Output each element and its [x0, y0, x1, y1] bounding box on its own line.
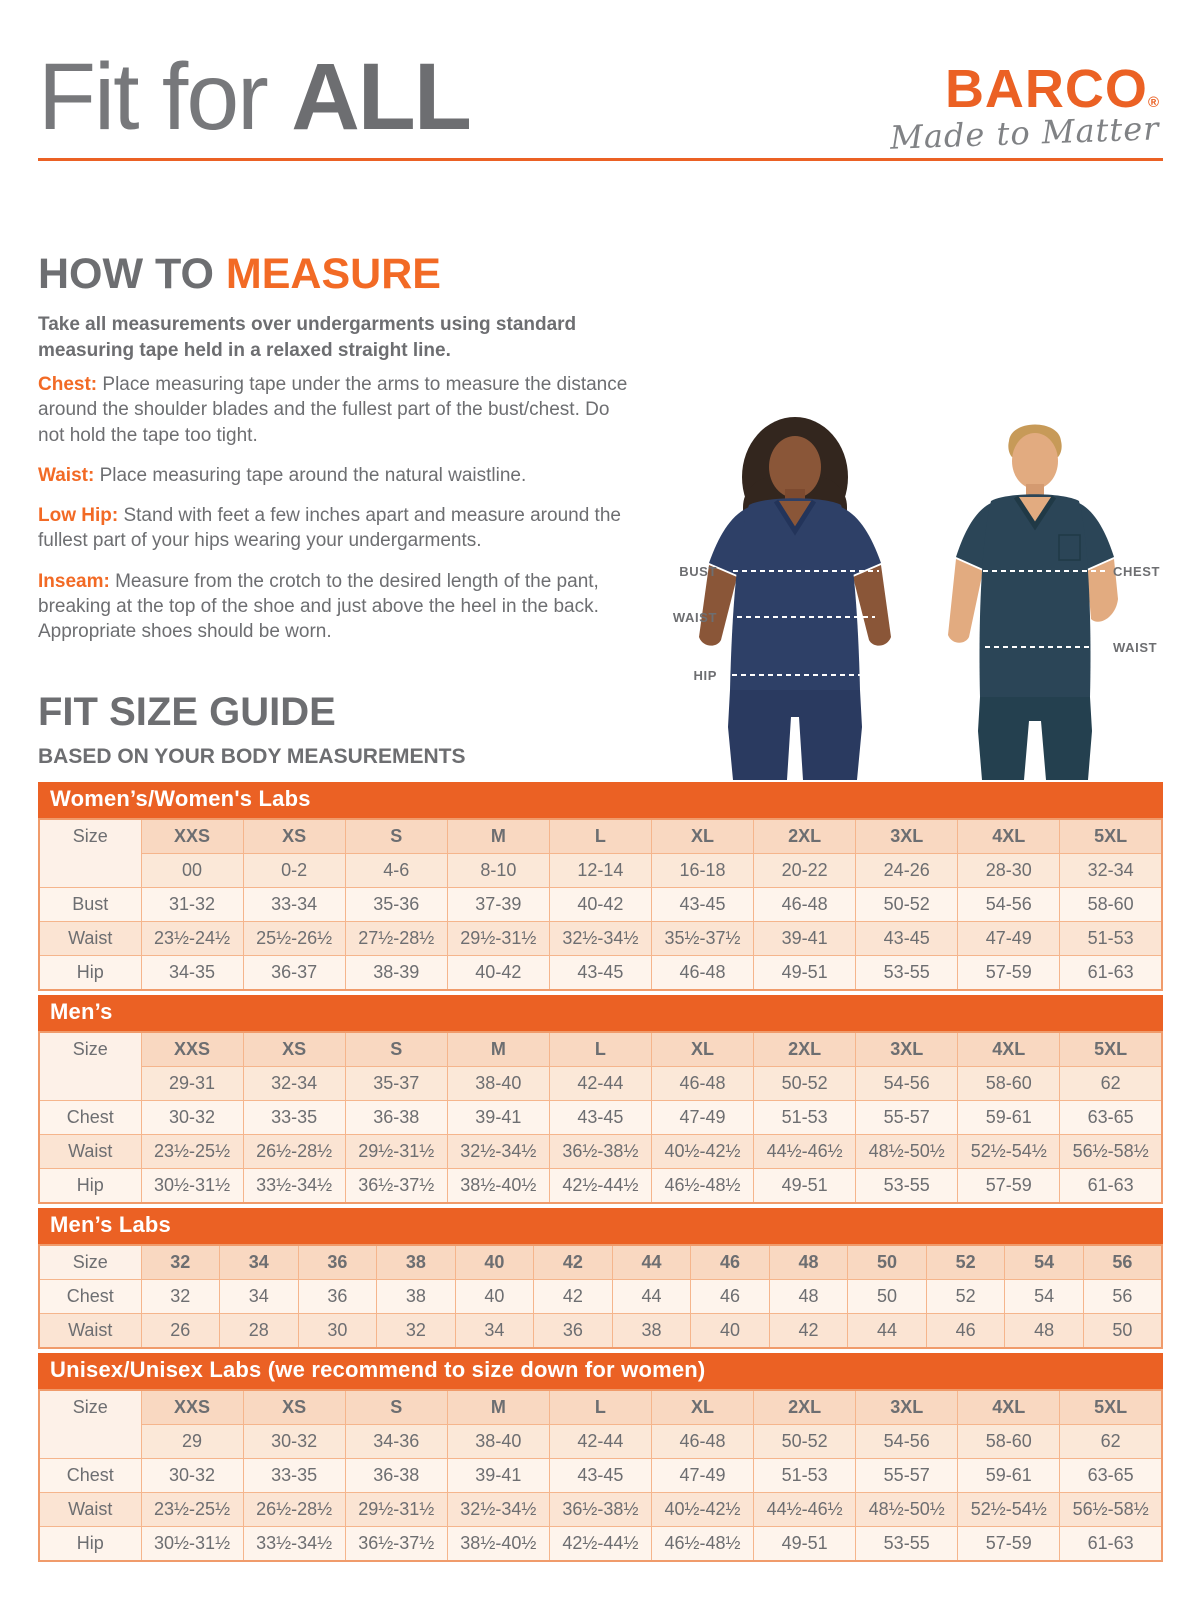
size-header-cell: XS [243, 1390, 345, 1425]
measure-value-cell: 52½-54½ [958, 1135, 1060, 1169]
measure-value-cell: 50 [848, 1280, 927, 1314]
size-subheader-cell: 00 [141, 854, 243, 888]
size-subheader-cell: 24-26 [856, 854, 958, 888]
measure-value-cell: 36½-37½ [345, 1169, 447, 1204]
measure-value-cell: 46 [926, 1314, 1005, 1349]
size-header-cell: M [447, 1032, 549, 1067]
measure-value-cell: 40-42 [447, 956, 549, 991]
size-header-cell: 38 [377, 1245, 456, 1280]
measure-value-cell: 32½-34½ [447, 1135, 549, 1169]
models-illustration [645, 385, 1190, 780]
measure-item-waist-text: Place measuring tape around the natural waistline. [94, 464, 527, 486]
measure-value-cell: 48½-50½ [856, 1135, 958, 1169]
measure-row-chest [39, 1459, 1162, 1493]
measure-value-cell: 51-53 [754, 1459, 856, 1493]
measure-value-cell: 56½-58½ [1060, 1493, 1162, 1527]
table-block-mens-labs [38, 1208, 1163, 1349]
size-header-cell: 44 [612, 1245, 691, 1280]
size-header-cell: XS [243, 1032, 345, 1067]
size-subheader-cell: 46-48 [651, 1067, 753, 1101]
measure-value-cell: 42½-44½ [549, 1527, 651, 1562]
size-header-cell: M [447, 1390, 549, 1425]
table-banner-unisex: Unisex/Unisex Labs (we recommend to size down for women) [38, 1353, 1163, 1389]
size-column-label: Size [39, 1390, 141, 1459]
models-illustration-svg [645, 385, 1190, 780]
measure-item-chest [38, 372, 638, 448]
size-subheader-cell: 4-6 [345, 854, 447, 888]
bust-label: BUST [679, 564, 717, 579]
size-subheader-cell: 29 [141, 1425, 243, 1459]
measure-value-cell: 46½-48½ [651, 1527, 753, 1562]
measure-value-cell: 36 [534, 1314, 613, 1349]
measure-value-cell: 48½-50½ [856, 1493, 958, 1527]
measure-item-chest-label: Chest: [38, 374, 98, 395]
measure-value-cell: 56 [1083, 1280, 1162, 1314]
measure-value-cell: 36 [298, 1280, 377, 1314]
measure-row-waist [39, 1314, 1162, 1349]
how-to-measure-heading-orange: MEASURE [225, 250, 441, 298]
measure-value-cell: 61-63 [1060, 1527, 1162, 1562]
measure-value-cell: 26½-28½ [243, 1135, 345, 1169]
measure-value-cell: 51-53 [754, 1101, 856, 1135]
size-header-cell: 56 [1083, 1245, 1162, 1280]
measure-value-cell: 57-59 [958, 1169, 1060, 1204]
measure-value-cell: 42 [769, 1314, 848, 1349]
measure-item-inseam-text: Measure from the crotch to the desired length of the pant, breaking at the top of the shoe and just above the heel in the back. Appropriate shoes should be worn. [38, 570, 599, 643]
measure-value-cell: 43-45 [549, 1459, 651, 1493]
measure-item-waist-label: Waist: [38, 464, 95, 486]
table-banner-mens: Men’s [38, 995, 1163, 1031]
size-subheader-cell: 35-37 [345, 1067, 447, 1101]
measure-value-cell: 54 [1005, 1280, 1084, 1314]
measure-value-cell: 52½-54½ [958, 1493, 1060, 1527]
size-subheader-cell: 20-22 [754, 854, 856, 888]
row-label: Bust [39, 888, 141, 922]
size-subheader-cell: 62 [1060, 1067, 1162, 1101]
size-column-label: Size [39, 1245, 141, 1280]
measure-value-cell: 30-32 [141, 1459, 243, 1493]
size-header-cell: 40 [455, 1245, 534, 1280]
measure-value-cell: 49-51 [754, 1169, 856, 1204]
header-row [39, 1390, 1162, 1425]
measure-value-cell: 39-41 [754, 922, 856, 956]
page-title [38, 44, 470, 150]
size-subheader-cell: 50-52 [754, 1067, 856, 1101]
size-header-cell: 42 [534, 1245, 613, 1280]
size-header-cell: 46 [691, 1245, 770, 1280]
size-subheader-cell: 54-56 [856, 1067, 958, 1101]
man-waist-label: WAIST [1113, 640, 1158, 655]
measure-value-cell: 34-35 [141, 956, 243, 991]
measure-value-cell: 33-35 [243, 1459, 345, 1493]
size-subheader-cell: 29-31 [141, 1067, 243, 1101]
size-subheader-cell: 0-2 [243, 854, 345, 888]
measure-item-lowhip [38, 503, 638, 554]
measure-value-cell: 36-38 [345, 1101, 447, 1135]
size-subheader-cell: 58-60 [958, 1425, 1060, 1459]
measure-value-cell: 38½-40½ [447, 1169, 549, 1204]
measure-value-cell: 23½-25½ [141, 1493, 243, 1527]
measure-value-cell: 36-37 [243, 956, 345, 991]
row-label: Waist [39, 1493, 141, 1527]
measure-value-cell: 26 [141, 1314, 220, 1349]
measure-value-cell: 29½-31½ [447, 922, 549, 956]
size-header-cell: XXS [141, 1032, 243, 1067]
measure-value-cell: 23½-25½ [141, 1135, 243, 1169]
size-header-cell: S [345, 1032, 447, 1067]
size-header-cell: 48 [769, 1245, 848, 1280]
measure-value-cell: 34 [455, 1314, 534, 1349]
measure-value-cell: 32½-34½ [549, 922, 651, 956]
size-subheader-cell: 46-48 [651, 1425, 753, 1459]
subheader-row [39, 1067, 1162, 1101]
measure-value-cell: 30-32 [141, 1101, 243, 1135]
table-banner-womens: Women’s/Women's Labs [38, 782, 1163, 818]
size-table-mens [38, 1031, 1163, 1204]
measure-value-cell: 53-55 [856, 956, 958, 991]
row-label: Waist [39, 922, 141, 956]
size-header-cell: L [549, 1390, 651, 1425]
measure-value-cell: 38 [612, 1314, 691, 1349]
size-tables [38, 782, 1163, 1562]
measure-value-cell: 61-63 [1060, 956, 1162, 991]
size-header-cell: 3XL [856, 819, 958, 854]
measure-item-lowhip-label: Low Hip: [38, 505, 119, 527]
measure-value-cell: 29½-31½ [345, 1135, 447, 1169]
measure-value-cell: 32 [141, 1280, 220, 1314]
page-title-bold: ALL [291, 44, 470, 150]
measure-value-cell: 43-45 [549, 1101, 651, 1135]
measure-value-cell: 38 [377, 1280, 456, 1314]
measure-value-cell: 53-55 [856, 1527, 958, 1562]
measure-value-cell: 50-52 [856, 888, 958, 922]
size-subheader-cell: 34-36 [345, 1425, 447, 1459]
barco-logo-tagline: Made to Matter [889, 109, 1161, 157]
size-subheader-cell: 42-44 [549, 1425, 651, 1459]
size-header-cell: 2XL [754, 1032, 856, 1067]
barco-logo-wordmark [890, 59, 1160, 119]
measure-value-cell: 55-57 [856, 1101, 958, 1135]
size-table-mens-labs [38, 1244, 1163, 1349]
measure-value-cell: 50 [1083, 1314, 1162, 1349]
size-header-cell: XL [651, 1032, 753, 1067]
size-header-cell: 5XL [1060, 1032, 1162, 1067]
measure-value-cell: 40½-42½ [651, 1135, 753, 1169]
size-header-cell: 2XL [754, 1390, 856, 1425]
measure-value-cell: 52 [926, 1280, 1005, 1314]
measure-row-waist [39, 1135, 1162, 1169]
measure-value-cell: 26½-28½ [243, 1493, 345, 1527]
size-subheader-cell: 38-40 [447, 1425, 549, 1459]
row-label: Chest [39, 1459, 141, 1493]
measure-value-cell: 33½-34½ [243, 1527, 345, 1562]
barco-logo-text: BARCO [944, 59, 1148, 119]
size-header-cell: XL [651, 1390, 753, 1425]
measure-value-cell: 55-57 [856, 1459, 958, 1493]
subheader-row [39, 854, 1162, 888]
fit-size-guide-subtitle: BASED ON YOUR BODY MEASUREMENTS [38, 745, 466, 768]
measure-value-cell: 63-65 [1060, 1459, 1162, 1493]
measure-value-cell: 40 [691, 1314, 770, 1349]
measure-value-cell: 40½-42½ [651, 1493, 753, 1527]
size-header-cell: 4XL [958, 1032, 1060, 1067]
size-header-cell: 5XL [1060, 1390, 1162, 1425]
size-header-cell: 36 [298, 1245, 377, 1280]
row-label: Hip [39, 1169, 141, 1204]
table-banner-mens-labs: Men’s Labs [38, 1208, 1163, 1244]
measure-value-cell: 28 [220, 1314, 299, 1349]
measure-value-cell: 42½-44½ [549, 1169, 651, 1204]
measure-value-cell: 59-61 [958, 1459, 1060, 1493]
measure-value-cell: 40 [455, 1280, 534, 1314]
measure-value-cell: 44 [848, 1314, 927, 1349]
measure-value-cell: 36½-37½ [345, 1527, 447, 1562]
size-header-cell: S [345, 819, 447, 854]
measure-item-lowhip-text: Stand with feet a few inches apart and measure around the fullest part of your hips wearing your undergarments. [38, 505, 621, 552]
measure-value-cell: 33-35 [243, 1101, 345, 1135]
hip-label: HIP [693, 668, 717, 683]
measure-row-hip [39, 956, 1162, 991]
measure-value-cell: 30½-31½ [141, 1527, 243, 1562]
table-block-womens [38, 782, 1163, 991]
measure-intro-text: Take all measurements over undergarments using standard measuring tape held in a relaxed straight line. [38, 314, 577, 361]
measure-value-cell: 46½-48½ [651, 1169, 753, 1204]
measure-value-cell: 47-49 [958, 922, 1060, 956]
size-header-cell: 2XL [754, 819, 856, 854]
size-header-cell: 50 [848, 1245, 927, 1280]
measure-item-inseam [38, 569, 638, 645]
size-header-cell: XL [651, 819, 753, 854]
size-subheader-cell: 12-14 [549, 854, 651, 888]
size-header-cell: L [549, 819, 651, 854]
measure-value-cell: 46 [691, 1280, 770, 1314]
measure-value-cell: 30½-31½ [141, 1169, 243, 1204]
size-subheader-cell: 28-30 [958, 854, 1060, 888]
row-label: Waist [39, 1314, 141, 1349]
size-subheader-cell: 8-10 [447, 854, 549, 888]
size-subheader-cell: 58-60 [958, 1067, 1060, 1101]
size-header-cell: 54 [1005, 1245, 1084, 1280]
size-column-label: Size [39, 819, 141, 888]
row-label: Waist [39, 1135, 141, 1169]
size-header-cell: M [447, 819, 549, 854]
measure-value-cell: 42 [534, 1280, 613, 1314]
measure-value-cell: 53-55 [856, 1169, 958, 1204]
measure-value-cell: 59-61 [958, 1101, 1060, 1135]
size-header-cell: 5XL [1060, 819, 1162, 854]
measure-value-cell: 23½-24½ [141, 922, 243, 956]
measure-value-cell: 43-45 [856, 922, 958, 956]
measure-value-cell: 36-38 [345, 1459, 447, 1493]
measure-row-chest [39, 1280, 1162, 1314]
measure-value-cell: 47-49 [651, 1101, 753, 1135]
size-header-cell: 4XL [958, 1390, 1060, 1425]
measure-value-cell: 32 [377, 1314, 456, 1349]
size-subheader-cell: 50-52 [754, 1425, 856, 1459]
how-to-measure-heading [38, 250, 441, 299]
row-label: Hip [39, 956, 141, 991]
header-divider [38, 158, 1163, 161]
measure-value-cell: 49-51 [754, 1527, 856, 1562]
measure-value-cell: 34 [220, 1280, 299, 1314]
chest-label: CHEST [1113, 564, 1161, 579]
measure-value-cell: 46-48 [651, 956, 753, 991]
size-header-cell: S [345, 1390, 447, 1425]
size-header-cell: XXS [141, 819, 243, 854]
barco-logo [889, 59, 1161, 157]
measure-value-cell: 29½-31½ [345, 1493, 447, 1527]
measure-value-cell: 39-41 [447, 1459, 549, 1493]
measure-value-cell: 43-45 [651, 888, 753, 922]
size-header-cell: 34 [220, 1245, 299, 1280]
size-table-unisex [38, 1389, 1163, 1562]
size-subheader-cell: 32-34 [1060, 854, 1162, 888]
measure-value-cell: 57-59 [958, 956, 1060, 991]
how-to-measure-heading-gray: HOW TO [38, 250, 226, 298]
measure-value-cell: 56½-58½ [1060, 1135, 1162, 1169]
measure-value-cell: 49-51 [754, 956, 856, 991]
measure-value-cell: 38½-40½ [447, 1527, 549, 1562]
measure-value-cell: 47-49 [651, 1459, 753, 1493]
size-subheader-cell: 32-34 [243, 1067, 345, 1101]
measure-value-cell: 51-53 [1060, 922, 1162, 956]
measure-value-cell: 27½-28½ [345, 922, 447, 956]
measure-value-cell: 40-42 [549, 888, 651, 922]
measure-row-waist [39, 1493, 1162, 1527]
size-subheader-cell: 42-44 [549, 1067, 651, 1101]
size-header-cell: 3XL [856, 1390, 958, 1425]
size-header-cell: XS [243, 819, 345, 854]
header-row [39, 1032, 1162, 1067]
size-header-cell: 3XL [856, 1032, 958, 1067]
size-column-label: Size [39, 1032, 141, 1101]
woman-model [699, 417, 891, 780]
size-header-cell: 52 [926, 1245, 1005, 1280]
woman-waist-label: WAIST [672, 610, 717, 625]
measure-value-cell: 48 [1005, 1314, 1084, 1349]
size-subheader-cell: 54-56 [856, 1425, 958, 1459]
measure-value-cell: 57-59 [958, 1527, 1060, 1562]
measure-value-cell: 33-34 [243, 888, 345, 922]
measure-value-cell: 32½-34½ [447, 1493, 549, 1527]
man-model [948, 425, 1118, 781]
measure-value-cell: 36½-38½ [549, 1135, 651, 1169]
measure-value-cell: 39-41 [447, 1101, 549, 1135]
size-subheader-cell: 16-18 [651, 854, 753, 888]
header-row [39, 819, 1162, 854]
measure-row-hip [39, 1527, 1162, 1562]
measure-item-inseam-label: Inseam: [38, 570, 110, 592]
size-header-cell: 4XL [958, 819, 1060, 854]
measure-value-cell: 63-65 [1060, 1101, 1162, 1135]
measure-row-bust [39, 888, 1162, 922]
measure-value-cell: 61-63 [1060, 1169, 1162, 1204]
measure-value-cell: 44½-46½ [754, 1135, 856, 1169]
measure-item-chest-text: Place measuring tape under the arms to measure the distance around the shoulder blades and the fullest part of the bust/chest. Do not hold the tape too tight. [38, 374, 628, 446]
measure-value-cell: 44½-46½ [754, 1493, 856, 1527]
size-subheader-cell: 38-40 [447, 1067, 549, 1101]
measure-value-cell: 31-32 [141, 888, 243, 922]
measure-value-cell: 37-39 [447, 888, 549, 922]
measure-value-cell: 48 [769, 1280, 848, 1314]
measure-value-cell: 33½-34½ [243, 1169, 345, 1204]
subheader-row [39, 1425, 1162, 1459]
measure-row-chest [39, 1101, 1162, 1135]
measure-value-cell: 30 [298, 1314, 377, 1349]
table-block-mens [38, 995, 1163, 1204]
size-subheader-cell: 62 [1060, 1425, 1162, 1459]
measure-row-hip [39, 1169, 1162, 1204]
size-header-cell: XXS [141, 1390, 243, 1425]
registered-mark-icon: ® [1147, 94, 1160, 111]
fit-size-guide-title: FIT SIZE GUIDE [38, 690, 336, 734]
header-row [39, 1245, 1162, 1280]
row-label: Hip [39, 1527, 141, 1562]
size-table-womens [38, 818, 1163, 991]
row-label: Chest [39, 1101, 141, 1135]
measure-value-cell: 35-36 [345, 888, 447, 922]
size-header-cell: 32 [141, 1245, 220, 1280]
size-header-cell: L [549, 1032, 651, 1067]
measure-value-cell: 58-60 [1060, 888, 1162, 922]
measure-row-waist [39, 922, 1162, 956]
measure-value-cell: 25½-26½ [243, 922, 345, 956]
measure-value-cell: 36½-38½ [549, 1493, 651, 1527]
size-subheader-cell: 30-32 [243, 1425, 345, 1459]
measure-value-cell: 44 [612, 1280, 691, 1314]
measure-instructions [38, 372, 638, 659]
table-block-unisex [38, 1353, 1163, 1562]
measure-value-cell: 43-45 [549, 956, 651, 991]
measure-value-cell: 38-39 [345, 956, 447, 991]
measure-value-cell: 46-48 [754, 888, 856, 922]
measure-value-cell: 54-56 [958, 888, 1060, 922]
measure-value-cell: 35½-37½ [651, 922, 753, 956]
measure-item-waist [38, 463, 638, 488]
row-label: Chest [39, 1280, 141, 1314]
page-title-light: Fit for [38, 44, 292, 150]
